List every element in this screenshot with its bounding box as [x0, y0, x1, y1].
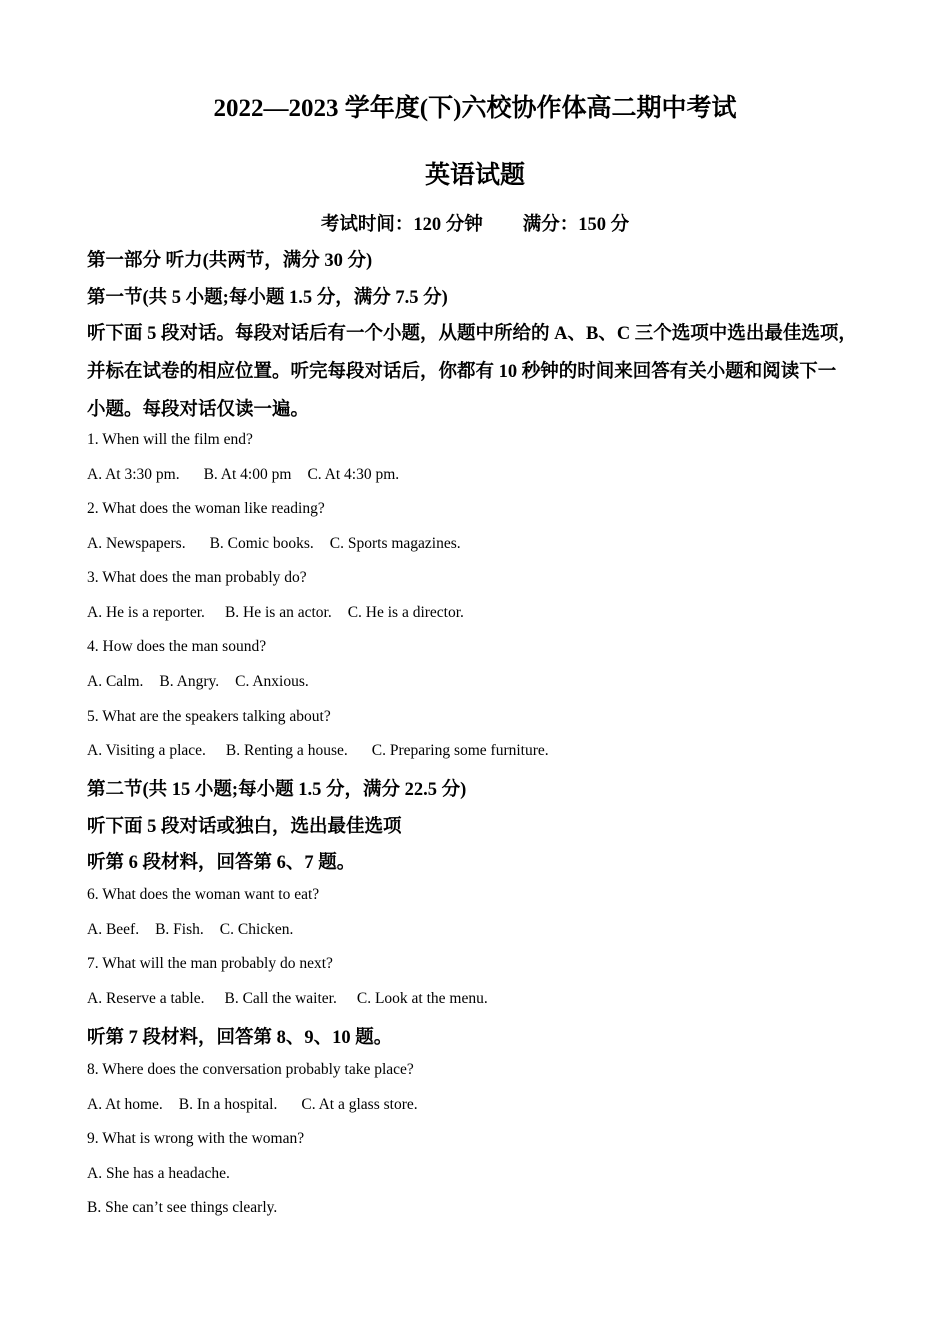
question-7: 7. What will the man probably do next? [87, 955, 333, 972]
question-8: 8. Where does the conversation probably take place? [87, 1061, 414, 1078]
option-a: A. Beef. [87, 921, 140, 938]
option-a: A. Newspapers. [87, 535, 186, 552]
option-c: C. Preparing some furniture. [371, 742, 549, 759]
option-a: A. At home. [87, 1096, 163, 1113]
question-6-options [87, 921, 293, 939]
question-2: 2. What does the woman like reading? [87, 500, 325, 517]
option-b: B. At 4:00 pm [203, 466, 292, 483]
full-score: 满分：150 分 [522, 215, 630, 235]
question-3: 3. What does the man probably do? [87, 569, 307, 586]
question-5-options [87, 742, 549, 760]
question-8-options [87, 1096, 418, 1114]
option-c: C. Chicken. [219, 921, 294, 938]
material-6-heading: 听第 6 段材料，回答第 6、7 题。 [87, 853, 356, 873]
instruction-line-1: 听下面 5 段对话。每段对话后有一个小题，从题中所给的 A、B、C 三个选项中选出最佳选项， [87, 324, 857, 344]
option-a: A. He is a reporter. [87, 604, 205, 621]
exam-info [0, 210, 950, 236]
option-a: A. At 3:30 pm. [87, 466, 180, 483]
option-c: C. At 4:30 pm. [307, 466, 400, 483]
question-1: 1. When will the film end? [87, 431, 253, 448]
question-9-option-b: B. She can’t see things clearly. [87, 1199, 278, 1216]
option-b: B. Comic books. [209, 535, 314, 552]
option-a: A. Calm. [87, 673, 144, 690]
part1-heading: 第一部分 听力(共两节，满分 30 分) [87, 251, 373, 271]
question-5: 5. What are the speakers talking about? [87, 708, 331, 725]
option-a: A. Visiting a place. [87, 742, 206, 759]
option-b: B. Renting a house. [225, 742, 348, 759]
question-1-options [87, 466, 399, 484]
question-4: 4. How does the man sound? [87, 638, 267, 655]
section1-heading: 第一节(共 5 小题;每小题 1.5 分，满分 7.5 分) [87, 288, 448, 308]
option-c: C. Anxious. [235, 673, 309, 690]
material-7-heading: 听第 7 段材料，回答第 8、9、10 题。 [87, 1028, 393, 1048]
question-6: 6. What does the woman want to eat? [87, 886, 320, 903]
question-9-option-a: A. She has a headache. [87, 1165, 230, 1182]
option-c: C. Sports magazines. [329, 535, 461, 552]
question-2-options [87, 535, 461, 553]
option-c: C. He is a director. [347, 604, 464, 621]
instruction-line-3: 小题。每段对话仅读一遍。 [87, 400, 310, 420]
question-4-options [87, 673, 309, 691]
question-3-options [87, 604, 464, 622]
question-9: 9. What is wrong with the woman? [87, 1130, 305, 1147]
option-b: B. Fish. [155, 921, 204, 938]
exam-subtitle: 英语试题 [424, 162, 525, 189]
option-b: B. He is an actor. [224, 604, 332, 621]
exam-title: 2022—2023 学年度(下)六校协作体高二期中考试 [213, 95, 737, 122]
exam-time: 考试时间：120 分钟 [320, 215, 483, 235]
section2-heading: 第二节(共 15 小题;每小题 1.5 分，满分 22.5 分) [87, 780, 467, 800]
option-c: C. At a glass store. [301, 1096, 418, 1113]
option-a: A. Reserve a table. [87, 990, 205, 1007]
option-b: B. In a hospital. [178, 1096, 278, 1113]
instruction-line-2: 并标在试卷的相应位置。听完每段对话后，你都有 10 秒钟的时间来回答有关小题和阅读下一 [87, 362, 837, 382]
option-b: B. Angry. [159, 673, 220, 690]
option-b: B. Call the waiter. [224, 990, 337, 1007]
section2-instruction: 听下面 5 段对话或独白，选出最佳选项 [87, 817, 402, 837]
question-7-options [87, 990, 488, 1008]
option-c: C. Look at the menu. [356, 990, 488, 1007]
